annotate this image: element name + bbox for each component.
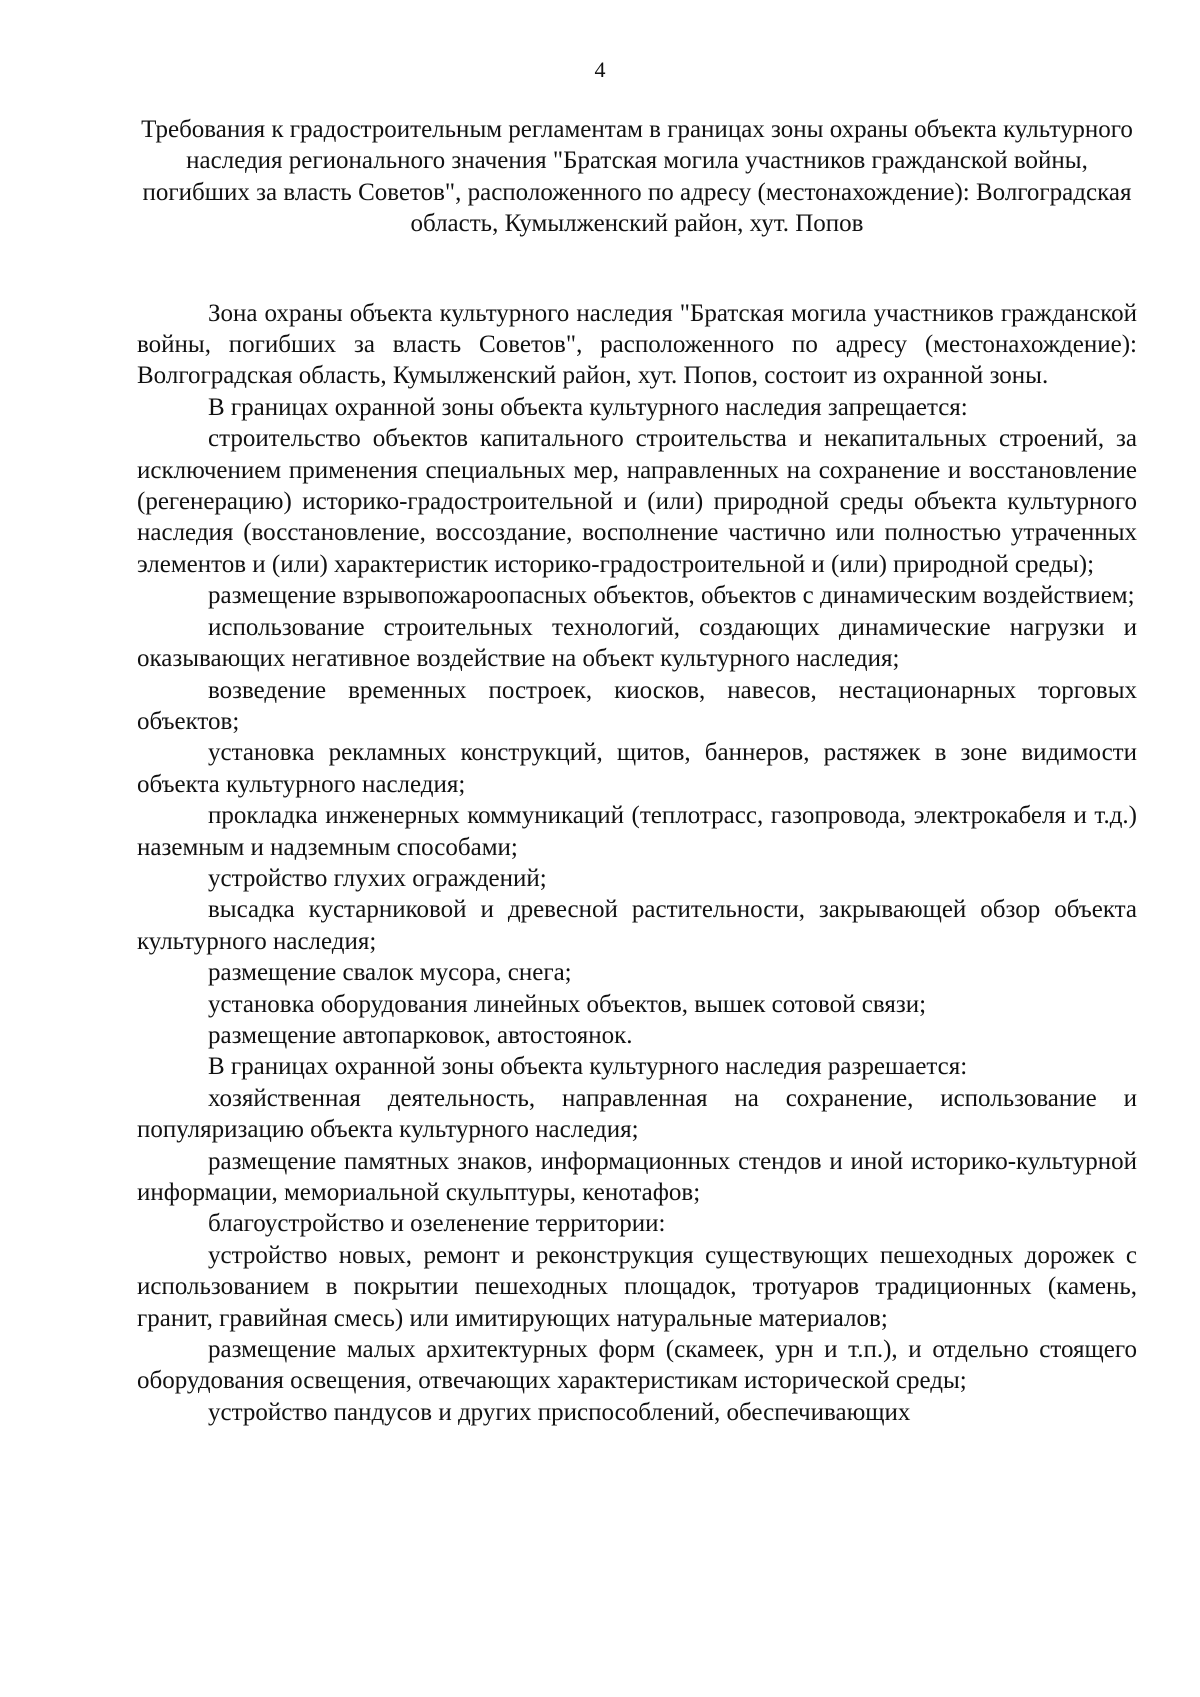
paragraph-allowed-economic: хозяйственная деятельность, направленная на сохранение, использование и популяризацию объекта культурного наследия;: [137, 1084, 1137, 1144]
paragraph-prohibited-utilities: прокладка инженерных коммуникаций (теплотрасс, газопровода, электрокабеля и т.д.) наземным и надземным способами;: [137, 802, 1137, 861]
document-body: [137, 114, 1137, 1428]
paragraph-prohibited-towers: установка оборудования линейных объектов, вышек сотовой связи;: [208, 990, 927, 1018]
paragraph-prohibited-planting: высадка кустарниковой и древесной растительности, закрывающей обзор объекта культурного наследия;: [137, 896, 1137, 955]
paragraph-prohibited-advertising: установка рекламных конструкций, щитов, баннеров, растяжек в зоне видимости объекта культурного наследия;: [137, 739, 1137, 798]
paragraph-prohibited-explosive: размещение взрывопожароопасных объектов, объектов с динамическим воздействием;: [208, 582, 1135, 610]
paragraph-allowed-landscaping: благоустройство и озеленение территории:: [208, 1210, 666, 1238]
paragraph-prohibited-intro: В границах охранной зоны объекта культурного наследия запрещается:: [208, 393, 968, 421]
paragraph-allowed-paths: устройство новых, ремонт и реконструкция существующих пешеходных дорожек с использованием в покрытии пешеходных площадок, тротуаров традиционных (камень, гранит, гравийная смесь) или имитирующих натуральные материалов;: [137, 1241, 1137, 1332]
paragraph-zone-description: Зона охраны объекта культурного наследия "Братская могила участников гражданской войны, погибших за власть Советов", расположенного по адресу (местонахождение): Волгоградская область, Кумылженский район, хут. Попов, состоит из охранной зоны.: [137, 299, 1137, 390]
paragraph-prohibited-construction: строительство объектов капитального строительства и некапитальных строений, за исключением применения специальных мер, направленных на сохранение и восстановление (регенерацию) историко-градостроительной и (или) природной среды объекта культурного наследия (восстановление, воссоздание, восполнение частично или полностью утраченных элементов и (или) характеристик историко-градостроительной и (или) природной среды);: [137, 425, 1137, 578]
paragraph-prohibited-dumps: размещение свалок мусора, снега;: [208, 959, 572, 987]
paragraph-allowed-small-forms: размещение малых архитектурных форм (скамеек, урн и т.п.), и отдельно стоящего оборудования освещения, отвечающих характеристикам исторической среды;: [137, 1336, 1137, 1395]
paragraph-prohibited-technologies: использование строительных технологий, создающих динамические нагрузки и оказывающих негативное воздействие на объект культурного наследия;: [137, 613, 1137, 673]
paragraph-allowed-intro: В границах охранной зоны объекта культурного наследия разрешается:: [208, 1053, 968, 1081]
paragraph-prohibited-fences: устройство глухих ограждений;: [208, 864, 547, 892]
paragraph-prohibited-temporary: возведение временных построек, киосков, навесов, нестационарных торговых объектов;: [137, 676, 1137, 735]
document-heading: Требования к градостроительным регламентам в границах зоны охраны объекта культурного наследия регионального значения "Братская могила участников гражданской войны, погибших за власть Советов", расположенного по адресу (местонахождение): Волгоградская область, Кумылженский район, хут. Попов: [141, 116, 1133, 238]
paragraph-allowed-memorials: размещение памятных знаков, информационных стендов и иной историко-культурной информации, мемориальной скульптуры, кенотафов;: [137, 1147, 1137, 1206]
paragraph-allowed-ramps: устройство пандусов и других приспособлений, обеспечивающих: [208, 1398, 911, 1426]
page-number: 4: [594, 57, 606, 82]
heading-spacer: [137, 240, 1137, 298]
paragraph-prohibited-parking: размещение автопарковок, автостоянок.: [208, 1021, 633, 1049]
